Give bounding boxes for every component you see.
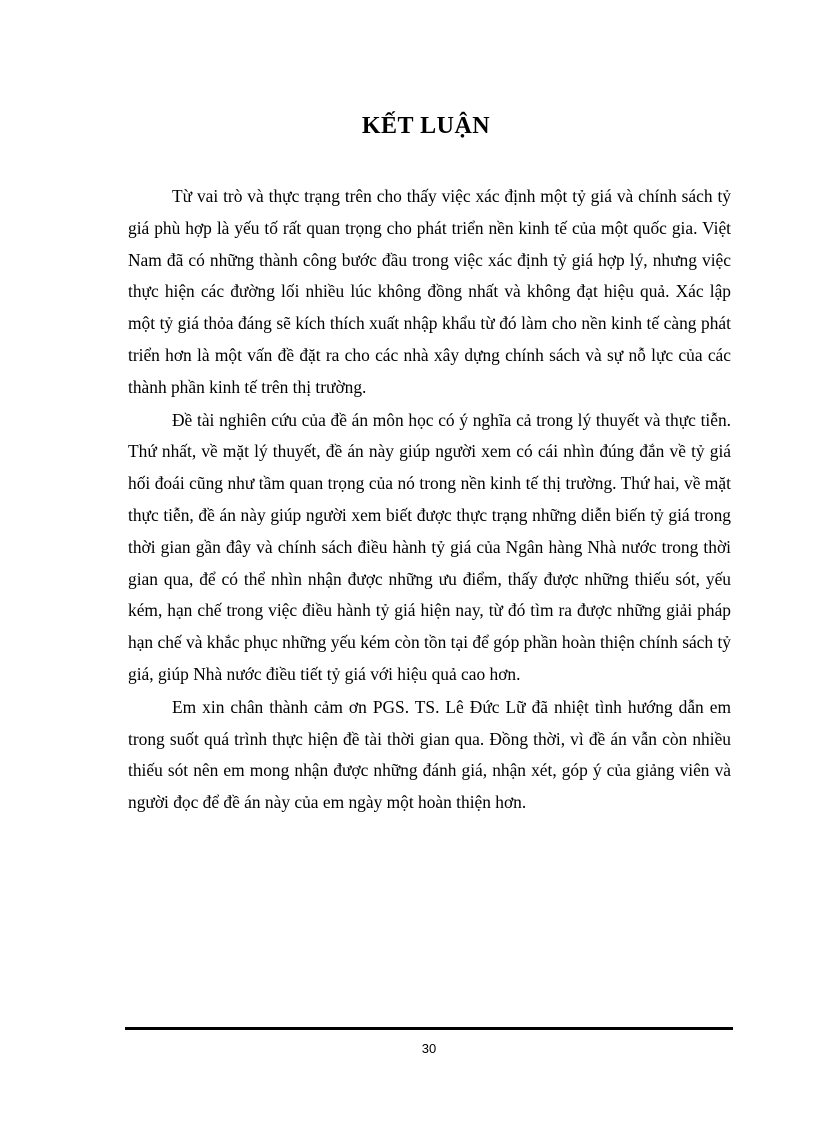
page-number: 30 <box>421 1041 437 1056</box>
paragraph-conclusion-summary: Từ vai trò và thực trạng trên cho thấy việc xác định một tỷ giá và chính sách tỷ giá phù hợp là yếu tố rất quan trọng cho phát triển nền kinh tế của một quốc gia. Việt Nam đã có những thành công bước đầu trong việc xác định tỷ giá hợp lý, nhưng việc thực hiện các đường lối nhiều lúc không đồng nhất và không đạt hiệu quả. Xác lập một tỷ giá thỏa đáng sẽ kích thích xuất nhập khẩu từ đó làm cho nền kinh tế càng phát triển hơn là một vấn đề đặt ra cho các nhà xây dựng chính sách và sự nỗ lực của các thành phần kinh tế trên thị trường. <box>128 186 731 397</box>
paragraph-research-significance: Đề tài nghiên cứu của đề án môn học có ý nghĩa cả trong lý thuyết và thực tiễn. Thứ nhất, về mặt lý thuyết, đề án này giúp người xem có cái nhìn đúng đắn về tỷ giá hối đoái cũng như tầm quan trọng của nó trong nền kinh tế thị trường. Thứ hai, về mặt thực tiễn, đề án này giúp người xem biết được thực trạng những diễn biến tỷ giá trong thời gian gần đây và chính sách điều hành tỷ giá của Ngân hàng Nhà nước trong thời gian qua, để có thể nhìn nhận được những ưu điểm, thấy được những thiếu sót, yếu kém, hạn chế trong việc điều hành tỷ giá hiện nay, từ đó tìm ra được những giải pháp hạn chế và khắc phục những yếu kém còn tồn tại để góp phần hoàn thiện chính sách tỷ giá, giúp Nhà nước điều tiết tỷ giá với hiệu quả cao hơn. <box>128 409 731 684</box>
document-body <box>128 181 731 820</box>
page-title: KẾT LUẬN <box>361 113 491 139</box>
paragraph-acknowledgement: Em xin chân thành cảm ơn PGS. TS. Lê Đức Lữ đã nhiệt tình hướng dẫn em trong suốt quá trình thực hiện đề tài thời gian qua. Đồng thời, vì đề án vẫn còn nhiều thiếu sót nên em mong nhận được những đánh giá, nhận xét, góp ý của giảng viên và người đọc để đề án này của em ngày một hoàn thiện hơn. <box>128 696 731 813</box>
footer-divider <box>125 1027 733 1030</box>
